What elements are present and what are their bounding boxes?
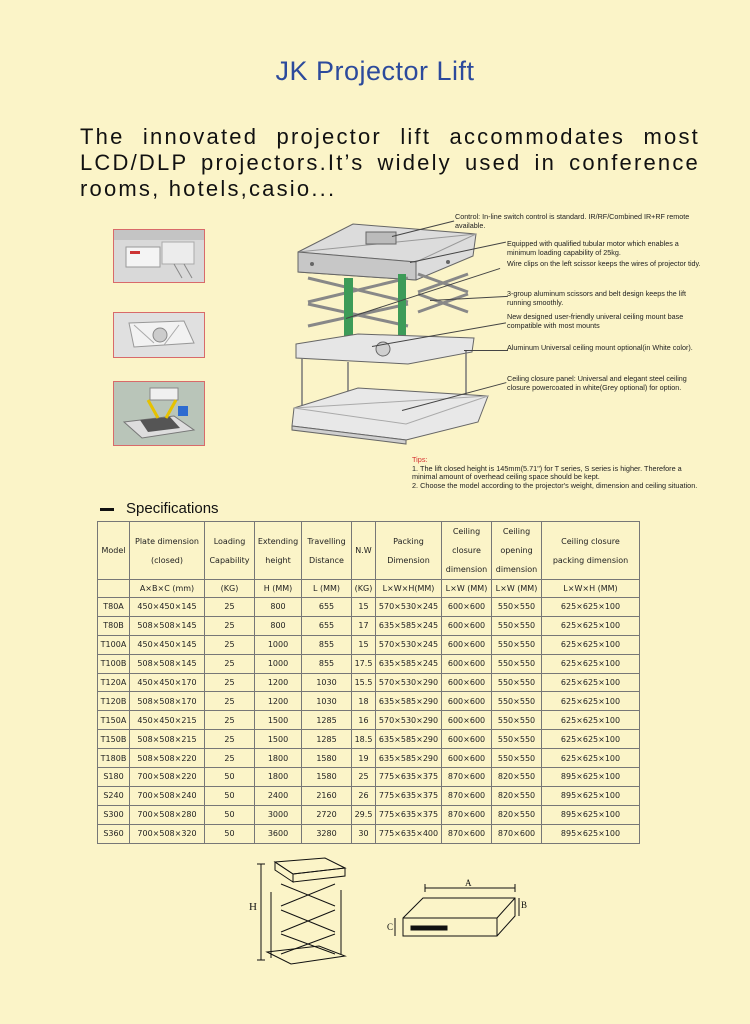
table-cell: 25 — [352, 768, 376, 787]
table-cell: 1030 — [302, 692, 352, 711]
table-cell: 2160 — [302, 786, 352, 805]
model-cell: S240 — [98, 786, 130, 805]
table-cell: 600×600 — [442, 616, 492, 635]
header-line: Packing — [393, 536, 424, 546]
table-cell: 820×550 — [492, 768, 542, 787]
table-cell: 800 — [255, 598, 302, 617]
table-cell: 25 — [205, 635, 255, 654]
model-cell: T180B — [98, 749, 130, 768]
table-cell: 870×600 — [442, 768, 492, 787]
table-cell: 3000 — [255, 805, 302, 824]
header-line: Distance — [309, 555, 344, 565]
table-header-cell — [352, 522, 376, 580]
dash-bullet — [100, 508, 114, 511]
header-line: Model — [101, 546, 126, 555]
table-cell: 820×550 — [492, 805, 542, 824]
leader-line — [464, 350, 508, 351]
table-cell: 820×550 — [492, 786, 542, 805]
table-cell: 600×600 — [442, 711, 492, 730]
model-cell: S180 — [98, 768, 130, 787]
table-cell: 550×550 — [492, 598, 542, 617]
table-cell: 550×550 — [492, 730, 542, 749]
table-cell: 600×600 — [442, 673, 492, 692]
table-cell: 1200 — [255, 673, 302, 692]
table-cell: 570×530×245 — [376, 635, 442, 654]
table-cell: 508×508×170 — [130, 692, 205, 711]
specifications-table — [97, 521, 640, 844]
table-cell: 550×550 — [492, 749, 542, 768]
table-cell: 30 — [352, 824, 376, 843]
table-row — [98, 768, 640, 787]
table-cell: 1580 — [302, 749, 352, 768]
table-cell: 600×600 — [442, 692, 492, 711]
header-line: (closed) — [151, 555, 183, 565]
table-cell: 775×635×375 — [376, 768, 442, 787]
table-row — [98, 786, 640, 805]
table-row — [98, 598, 640, 617]
header-line: Capability — [209, 555, 250, 565]
table-cell: 655 — [302, 616, 352, 635]
table-cell: 625×625×100 — [542, 598, 640, 617]
table-cell: 508×508×145 — [130, 654, 205, 673]
table-cell: 15 — [352, 635, 376, 654]
table-cell: 3280 — [302, 824, 352, 843]
table-cell: 895×625×100 — [542, 768, 640, 787]
table-cell: 895×625×100 — [542, 824, 640, 843]
table-cell: 1000 — [255, 654, 302, 673]
callout-mount-base: New designed user-friendly univeral ceiling mount base compatible with most mounts — [507, 312, 684, 330]
table-cell: 775×635×400 — [376, 824, 442, 843]
table-cell: 18 — [352, 692, 376, 711]
header-line: Travelling — [307, 536, 346, 546]
lift-installation-photo — [113, 381, 205, 446]
dimension-a-label: A — [465, 878, 472, 888]
model-cell: S360 — [98, 824, 130, 843]
table-row — [98, 692, 640, 711]
table-unit-cell — [98, 580, 130, 598]
header-line: dimension — [495, 565, 538, 574]
table-cell: 550×550 — [492, 692, 542, 711]
table-unit-cell: L×W (MM) — [492, 580, 542, 598]
table-header-cell — [302, 522, 352, 580]
table-cell: 25 — [205, 616, 255, 635]
table-cell: 25 — [205, 730, 255, 749]
header-line: N.W — [355, 546, 372, 555]
table-cell: 508×508×145 — [130, 616, 205, 635]
table-cell: 855 — [302, 654, 352, 673]
table-header-cell — [255, 522, 302, 580]
table-cell: 1285 — [302, 711, 352, 730]
table-cell: 870×600 — [442, 786, 492, 805]
table-cell: 625×625×100 — [542, 730, 640, 749]
table-cell: 600×600 — [442, 598, 492, 617]
tip-item: 2. Choose the model according to the projector's weight, dimension and ceiling situation. — [412, 480, 698, 490]
projector-lift-illustration — [288, 212, 498, 452]
table-cell: 870×600 — [442, 805, 492, 824]
table-row — [98, 824, 640, 843]
callout-motor: Equipped with qualified tubular motor which enables a minimum loading capability of 25kg. — [507, 239, 679, 257]
table-cell: 450×450×170 — [130, 673, 205, 692]
table-cell: 450×450×145 — [130, 635, 205, 654]
table-cell: 25 — [205, 749, 255, 768]
dimension-c-label: C — [387, 922, 394, 932]
table-cell: 625×625×100 — [542, 616, 640, 635]
table-cell: 15 — [352, 598, 376, 617]
intro-text: The innovated projector lift accommodates most LCD/DLP projectors.It’s widely used in conference rooms, hotels,casio... — [80, 124, 700, 201]
table-cell: 775×635×375 — [376, 786, 442, 805]
table-cell: 25 — [205, 692, 255, 711]
table-cell: 25 — [205, 673, 255, 692]
table-cell: 2400 — [255, 786, 302, 805]
table-cell: 600×600 — [442, 749, 492, 768]
table-cell: 570×530×290 — [376, 711, 442, 730]
table-cell: 1030 — [302, 673, 352, 692]
table-cell: 26 — [352, 786, 376, 805]
table-cell: 25 — [205, 598, 255, 617]
table-cell: 16 — [352, 711, 376, 730]
table-cell: 625×625×100 — [542, 749, 640, 768]
table-cell: 450×450×145 — [130, 598, 205, 617]
table-header-cell — [442, 522, 492, 580]
table-row — [98, 673, 640, 692]
table-cell: 1580 — [302, 768, 352, 787]
header-line: packing dimension — [552, 555, 629, 565]
table-cell: 508×508×220 — [130, 749, 205, 768]
table-cell: 570×530×245 — [376, 598, 442, 617]
table-header-cell — [542, 522, 640, 580]
table-cell: 19 — [352, 749, 376, 768]
specifications-heading — [100, 500, 219, 517]
table-cell: 625×625×100 — [542, 711, 640, 730]
table-row — [98, 711, 640, 730]
table-cell: 700×508×320 — [130, 824, 205, 843]
table-cell: 1500 — [255, 730, 302, 749]
table-cell: 550×550 — [492, 635, 542, 654]
header-line: closure — [452, 546, 481, 555]
table-cell: 635×585×245 — [376, 654, 442, 673]
table-cell: 1285 — [302, 730, 352, 749]
table-cell: 625×625×100 — [542, 692, 640, 711]
callout-closure-panel: Ceiling closure panel: Universal and elegant steel ceiling closure powercoated in white(Grey optional) for option. — [507, 374, 687, 392]
table-cell: 550×550 — [492, 616, 542, 635]
callout-wire-clips: Wire clips on the left scissor keeps the wires of projector tidy. — [507, 259, 701, 268]
table-cell: 1500 — [255, 711, 302, 730]
header-line: Extending — [257, 536, 299, 546]
table-cell: 775×635×375 — [376, 805, 442, 824]
table-cell: 700×508×240 — [130, 786, 205, 805]
table-cell: 635×585×290 — [376, 692, 442, 711]
table-cell: 1800 — [255, 768, 302, 787]
table-row — [98, 730, 640, 749]
table-cell: 655 — [302, 598, 352, 617]
table-header-row — [98, 522, 640, 580]
model-cell: T150A — [98, 711, 130, 730]
table-cell: 550×550 — [492, 654, 542, 673]
table-cell: 895×625×100 — [542, 786, 640, 805]
specifications-title: Specifications — [126, 500, 219, 517]
callout-ceiling-mount: Aluminum Universal ceiling mount optional(in White color). — [507, 343, 693, 352]
table-cell: 570×530×290 — [376, 673, 442, 692]
model-cell: T100B — [98, 654, 130, 673]
table-cell: 550×550 — [492, 711, 542, 730]
table-unit-cell: A×B×C (mm) — [130, 580, 205, 598]
table-cell: 29.5 — [352, 805, 376, 824]
table-cell: 600×600 — [442, 730, 492, 749]
page-title: JK Projector Lift — [275, 56, 475, 86]
table-cell: 855 — [302, 635, 352, 654]
model-cell: T120B — [98, 692, 130, 711]
table-cell: 700×508×220 — [130, 768, 205, 787]
table-cell: 17.5 — [352, 654, 376, 673]
model-cell: T150B — [98, 730, 130, 749]
header-line: Ceiling — [452, 527, 481, 536]
table-cell: 895×625×100 — [542, 805, 640, 824]
header-line: Plate dimension — [135, 536, 199, 546]
table-cell: 25 — [205, 711, 255, 730]
table-cell: 25 — [205, 654, 255, 673]
table-cell: 1200 — [255, 692, 302, 711]
table-unit-cell: H (MM) — [255, 580, 302, 598]
header-line: height — [265, 555, 291, 565]
table-cell: 508×508×215 — [130, 730, 205, 749]
table-unit-cell: L (MM) — [302, 580, 352, 598]
header-line: Ceiling closure — [561, 536, 620, 546]
dimension-b-label: B — [521, 900, 528, 910]
table-row — [98, 654, 640, 673]
table-cell: 625×625×100 — [542, 635, 640, 654]
table-unit-cell: L×W×H (MM) — [542, 580, 640, 598]
table-cell: 15.5 — [352, 673, 376, 692]
table-cell: 635×585×290 — [376, 749, 442, 768]
tips-block — [412, 456, 702, 490]
tip-item: 1. The lift closed height is 145mm(5.71") for T series, S series is higher. Therefore a minimal amount of overhead ceiling space should be kept. — [412, 463, 682, 482]
header-line: opening — [500, 546, 533, 555]
table-cell: 3600 — [255, 824, 302, 843]
table-cell: 870×600 — [492, 824, 542, 843]
lift-dimension-diagram — [245, 854, 355, 970]
control-box-photo — [113, 229, 205, 283]
table-header-cell — [130, 522, 205, 580]
table-cell: 2720 — [302, 805, 352, 824]
table-row — [98, 635, 640, 654]
table-cell: 700×508×280 — [130, 805, 205, 824]
table-row — [98, 805, 640, 824]
model-cell: T80B — [98, 616, 130, 635]
table-cell: 450×450×215 — [130, 711, 205, 730]
table-units-row — [98, 580, 640, 598]
table-cell: 50 — [205, 768, 255, 787]
table-unit-cell: (KG) — [352, 580, 376, 598]
table-cell: 17 — [352, 616, 376, 635]
model-cell: T80A — [98, 598, 130, 617]
table-header-cell — [376, 522, 442, 580]
table-cell: 550×550 — [492, 673, 542, 692]
table-row — [98, 749, 640, 768]
table-header-cell — [205, 522, 255, 580]
ceiling-mount-photo — [113, 312, 205, 358]
table-cell: 50 — [205, 824, 255, 843]
header-line: Ceiling — [502, 527, 531, 536]
table-cell: 1000 — [255, 635, 302, 654]
table-cell: 870×600 — [442, 824, 492, 843]
model-cell: T120A — [98, 673, 130, 692]
model-cell: T100A — [98, 635, 130, 654]
table-cell: 1800 — [255, 749, 302, 768]
table-cell: 635×585×245 — [376, 616, 442, 635]
table-cell: 800 — [255, 616, 302, 635]
table-cell: 600×600 — [442, 635, 492, 654]
table-cell: 635×585×290 — [376, 730, 442, 749]
closure-dimension-diagram — [385, 876, 535, 956]
table-header-cell — [98, 522, 130, 580]
header-line: dimension — [445, 565, 488, 574]
table-cell: 18.5 — [352, 730, 376, 749]
tips-heading: Tips: — [412, 455, 428, 464]
model-cell: S300 — [98, 805, 130, 824]
table-header-cell — [492, 522, 542, 580]
table-cell: 50 — [205, 786, 255, 805]
callout-scissors: 3-group aluminum scissors and belt design keeps the lift running smoothly. — [507, 289, 686, 307]
table-cell: 625×625×100 — [542, 673, 640, 692]
height-label: H — [249, 901, 257, 913]
table-unit-cell: L×W (MM) — [442, 580, 492, 598]
table-row — [98, 616, 640, 635]
table-unit-cell: (KG) — [205, 580, 255, 598]
table-cell: 50 — [205, 805, 255, 824]
table-cell: 600×600 — [442, 654, 492, 673]
table-cell: 625×625×100 — [542, 654, 640, 673]
callout-control: Control: In-line switch control is standard. IR/RF/Combined IR+RF remote available. — [455, 212, 690, 230]
header-line: Dimension — [387, 555, 430, 565]
table-unit-cell: L×W×H(MM) — [376, 580, 442, 598]
header-line: Loading — [213, 536, 246, 546]
